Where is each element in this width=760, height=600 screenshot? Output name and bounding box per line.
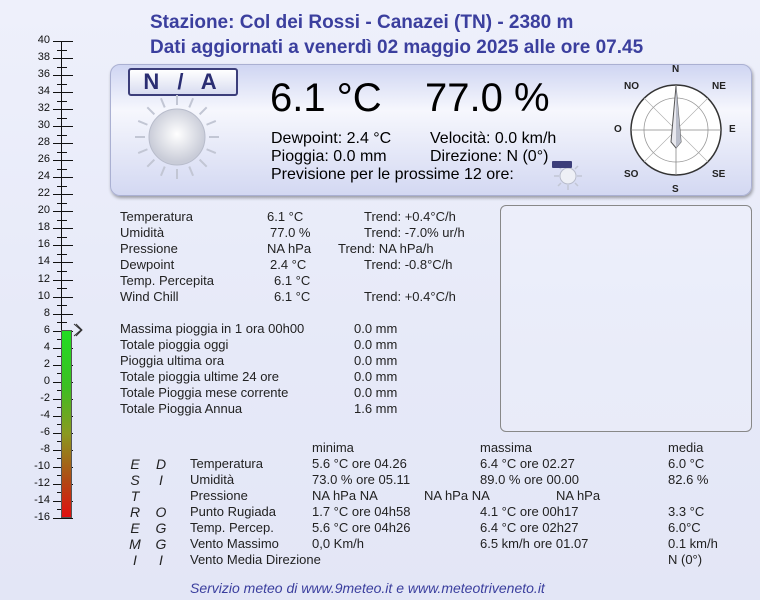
rain-value: 0.0 mm: [354, 337, 398, 352]
panel-wind-speed: Velocità: 0.0 km/h: [430, 130, 557, 147]
extremes-label: Pressione: [190, 488, 248, 503]
scale-tick-label: 40: [37, 34, 50, 46]
extremes-max: 89.0 % ore 00.00: [480, 472, 580, 487]
compass-so: SO: [624, 169, 639, 180]
scale-tick-line: [53, 297, 73, 298]
vertical-letter-di-oggi: D: [155, 456, 167, 472]
extremes-label: Punto Rugiada: [190, 504, 277, 519]
scale-tick-label: 28: [37, 136, 50, 149]
scale-tick-line: [53, 126, 73, 127]
panel-dewpoint: Dewpoint: 2.4 °C: [271, 130, 392, 147]
vertical-letter-di-oggi: I: [159, 552, 163, 568]
scale-tick-label: 14: [37, 255, 50, 268]
extremes-min: 5.6 °C ore 04h26: [312, 520, 411, 535]
extremes-min: 5.6 °C ore 04.26: [312, 456, 407, 471]
scale-minor-tick: [57, 186, 67, 187]
scale-tick-label: -14: [34, 493, 50, 506]
extremes-label: Vento Massimo: [190, 536, 279, 551]
current-temperature: 6.1 °C: [270, 76, 382, 120]
vertical-letter-estremi: E: [130, 520, 140, 536]
scale-tick-label: -8: [40, 442, 50, 455]
extremes-label: Vento Media Direzione: [190, 552, 321, 567]
forecast-icon: [550, 158, 586, 194]
vertical-letter-di-oggi: G: [155, 520, 167, 536]
scale-minor-tick: [57, 118, 67, 119]
extremes-avg: 82.6 %: [668, 472, 709, 487]
current-humidity: 77.0 %: [425, 76, 550, 120]
rain-value: 1.6 mm: [354, 401, 398, 416]
extremes-min2: NA hPa NA: [424, 488, 490, 503]
scale-minor-tick: [57, 152, 67, 153]
compass-o: O: [614, 124, 622, 135]
current-trend: Trend: -0.8°C/h: [364, 257, 453, 272]
scale-tick-label: 26: [37, 153, 50, 166]
scale-tick-line: [53, 245, 73, 246]
vertical-letter-estremi: R: [129, 504, 141, 520]
vertical-letter-di-oggi: G: [155, 536, 167, 552]
rain-value: 0.0 mm: [354, 353, 398, 368]
extremes-avg: 3.3 °C: [668, 504, 705, 519]
scale-tick-label: -4: [40, 408, 50, 421]
scale-tick-label: 22: [37, 187, 50, 200]
vertical-letter-di-oggi: O: [155, 504, 167, 520]
current-label: Wind Chill: [120, 289, 179, 304]
scale-minor-tick: [57, 169, 67, 170]
panel-wind-direction: Direzione: N (0°): [430, 148, 549, 165]
compass-e: E: [729, 124, 736, 135]
current-label: Dewpoint: [120, 257, 175, 272]
extremes-min: NA hPa NA: [312, 488, 378, 503]
scale-tick-label: 0: [43, 374, 50, 387]
extremes-max: NA hPa: [556, 488, 601, 503]
vertical-letter-estremi: M: [129, 536, 141, 552]
scale-tick-label: 30: [37, 119, 50, 132]
vertical-letter-di-oggi: I: [159, 472, 163, 488]
scale-tick-line: [53, 228, 73, 229]
scale-tick-label: -12: [34, 476, 50, 489]
current-value: 6.1 °C: [267, 209, 304, 224]
rain-value: 0.0 mm: [354, 369, 398, 384]
scale-minor-tick: [57, 135, 67, 136]
vertical-letter-estremi: T: [130, 488, 140, 504]
update-time: Dati aggiornati a venerdì 02 maggio 2025 alle ore 07.45: [150, 37, 644, 58]
current-label: Umidità: [120, 225, 165, 240]
extremes-max: 6.4 °C ore 02.27: [480, 456, 575, 471]
current-trend: Trend: NA hPa/h: [338, 241, 434, 256]
panel-forecast-label: Previsione per le prossime 12 ore:: [271, 166, 514, 183]
scale-tick-line: [53, 518, 73, 519]
extremes-min: 1.7 °C ore 04h58: [312, 504, 411, 519]
station-title: Stazione: Col dei Rossi - Canazei (TN) - 2380 m: [150, 12, 574, 33]
compass-n: N: [672, 64, 680, 75]
scale-tick-line: [53, 262, 73, 263]
current-trend: Trend: +0.4°C/h: [364, 289, 456, 304]
scale-tick-line: [53, 314, 73, 315]
scale-minor-tick: [57, 101, 67, 102]
scale-tick-label: 10: [37, 289, 50, 302]
current-label: Pressione: [120, 241, 178, 256]
scale-tick-label: 2: [43, 357, 50, 370]
scale-tick-line: [53, 280, 73, 281]
extremes-avg: 0.1 km/h: [668, 536, 718, 551]
scale-tick-label: -6: [40, 425, 50, 438]
scale-minor-tick: [57, 288, 67, 289]
scale-minor-tick: [57, 237, 67, 238]
compass-s: S: [672, 184, 679, 195]
scale-tick-line: [53, 160, 73, 161]
scale-tick-label: 4: [43, 340, 50, 353]
current-temp-marker-icon: [73, 323, 83, 337]
current-value: 77.0 %: [270, 225, 311, 240]
scale-minor-tick: [57, 271, 67, 272]
extremes-header-min: minima: [312, 440, 354, 455]
scale-tick-label: 24: [37, 170, 50, 183]
scale-tick-label: 32: [37, 102, 50, 115]
compass-ne: NE: [712, 81, 726, 92]
rain-label: Massima pioggia in 1 ora 00h00: [120, 321, 305, 336]
scale-tick-line: [53, 194, 73, 195]
extremes-header-avg: media: [668, 440, 704, 455]
extremes-max: 4.1 °C ore 00h17: [480, 504, 579, 519]
scale-tick-label: 12: [37, 272, 50, 285]
scale-minor-tick: [57, 220, 67, 221]
rain-label: Totale Pioggia mese corrente: [120, 385, 289, 400]
current-value: 6.1 °C: [274, 289, 311, 304]
extremes-max: 6.4 °C ore 02h27: [480, 520, 579, 535]
scale-tick-label: 34: [37, 85, 50, 98]
extremes-min: 73.0 % ore 05.11: [312, 472, 411, 487]
extremes-avg: 6.0 °C: [668, 456, 705, 471]
panel-rain: Pioggia: 0.0 mm: [271, 148, 387, 165]
extremes-max: 6.5 km/h ore 01.07: [480, 536, 589, 551]
scale-tick-label: -10: [34, 459, 50, 472]
scale-tick-line: [53, 75, 73, 76]
scale-tick-label: 20: [37, 204, 50, 217]
vertical-letter-estremi: E: [130, 456, 140, 472]
scale-minor-tick: [57, 254, 67, 255]
extremes-header-max: massima: [480, 440, 533, 455]
scale-tick-line: [53, 92, 73, 93]
scale-tick-line: [53, 109, 73, 110]
sun-icon: [132, 92, 222, 182]
extremes-label: Temperatura: [190, 456, 263, 471]
scale-tick-line: [53, 211, 73, 212]
current-value: 2.4 °C: [270, 257, 307, 272]
current-trend: Trend: -7.0% ur/h: [364, 225, 465, 240]
scale-tick-label: 38: [37, 51, 50, 64]
scale-minor-tick: [57, 50, 67, 51]
scale-tick-label: 6: [43, 323, 50, 336]
graph-box: [500, 205, 752, 432]
current-label: Temp. Percepita: [120, 273, 214, 288]
scale-minor-tick: [57, 203, 67, 204]
scale-minor-tick: [57, 84, 67, 85]
thermometer-bar: [61, 330, 72, 518]
scale-tick-line: [53, 143, 73, 144]
scale-tick-line: [53, 58, 73, 59]
scale-tick-label: -16: [34, 511, 50, 523]
scale-tick-label: 16: [37, 238, 50, 251]
current-value: 6.1 °C: [274, 273, 311, 288]
extremes-label: Temp. Percep.: [190, 520, 274, 535]
compass-se: SE: [712, 169, 726, 180]
current-label: Temperatura: [120, 209, 193, 224]
compass-no: NO: [624, 81, 639, 92]
scale-tick-label: -2: [40, 391, 50, 404]
extremes-avg: N (0°): [668, 552, 703, 567]
rain-value: 0.0 mm: [354, 321, 398, 336]
scale-tick-label: 36: [37, 68, 50, 81]
rain-value: 0.0 mm: [354, 385, 398, 400]
rain-label: Totale pioggia oggi: [120, 337, 229, 352]
current-value: NA hPa: [267, 241, 312, 256]
scale-minor-tick: [57, 67, 67, 68]
scale-minor-tick: [57, 305, 67, 306]
vertical-letter-estremi: S: [130, 472, 140, 488]
extremes-min: 0,0 Km/h: [312, 536, 365, 551]
footer-credits: Servizio meteo di www.9meteo.it e www.meteotriveneto.it: [190, 580, 545, 596]
extremes-label: Umidità: [190, 472, 235, 487]
rain-label: Totale Pioggia Annua: [120, 401, 243, 416]
scale-tick-line: [53, 177, 73, 178]
rain-label: Pioggia ultima ora: [120, 353, 225, 368]
scale-tick-line: [53, 41, 73, 42]
rain-label: Totale pioggia ultime 24 ore: [120, 369, 279, 384]
scale-minor-tick: [57, 322, 67, 323]
na-badge: N / A: [128, 68, 238, 96]
vertical-letter-estremi: I: [133, 552, 137, 568]
scale-tick-label: 18: [37, 221, 50, 234]
scale-tick-label: 8: [43, 306, 50, 319]
current-trend: Trend: +0.4°C/h: [364, 209, 456, 224]
extremes-avg: 6.0°C: [668, 520, 701, 535]
